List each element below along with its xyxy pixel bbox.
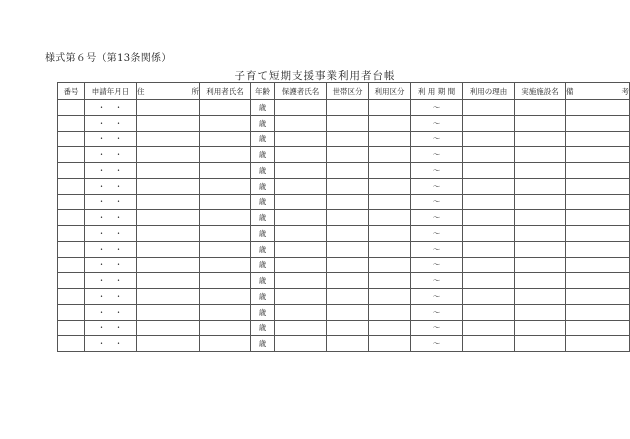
cell-usage-period: 〜 [411,178,463,194]
cell-facility-name [515,178,566,194]
cell-usage-reason [463,289,515,305]
table-row [58,210,630,226]
table-row [58,131,630,147]
cell-user-name [200,163,251,179]
cell-guardian-name [275,336,327,352]
cell-usage-period: 〜 [411,336,463,352]
cell-facility-name [515,257,566,273]
table-header-row [58,83,630,100]
cell-facility-name [515,241,566,257]
cell-address [137,178,200,194]
cell-application-date: ・ ・ [85,115,137,131]
cell-number [58,163,85,179]
cell-guardian-name [275,131,327,147]
cell-remarks [566,100,630,116]
cell-age: 歳 [251,178,275,194]
cell-household-category [327,336,369,352]
form-number-label: 様式第６号（第13条関係） [45,53,172,64]
cell-number [58,226,85,242]
cell-usage-reason [463,304,515,320]
cell-guardian-name [275,178,327,194]
cell-usage-category [369,289,411,305]
cell-household-category [327,210,369,226]
cell-usage-period: 〜 [411,289,463,305]
cell-guardian-name [275,147,327,163]
cell-usage-category [369,115,411,131]
cell-guardian-name [275,273,327,289]
cell-address [137,320,200,336]
cell-address [137,131,200,147]
cell-user-name [200,226,251,242]
cell-user-name [200,241,251,257]
cell-address [137,289,200,305]
cell-number [58,147,85,163]
header-address: 住 所 [137,83,200,100]
cell-address [137,273,200,289]
cell-usage-category [369,336,411,352]
cell-age: 歳 [251,131,275,147]
cell-facility-name [515,226,566,242]
cell-remarks [566,304,630,320]
cell-remarks [566,115,630,131]
table-row [58,320,630,336]
cell-address [137,115,200,131]
cell-address [137,163,200,179]
cell-facility-name [515,273,566,289]
cell-facility-name [515,336,566,352]
cell-address [137,241,200,257]
cell-remarks [566,194,630,210]
table-body [58,100,630,352]
cell-guardian-name [275,163,327,179]
cell-user-name [200,289,251,305]
cell-address [137,304,200,320]
cell-usage-reason [463,210,515,226]
cell-usage-category [369,273,411,289]
header-user-name: 利用者氏名 [200,83,251,100]
cell-remarks [566,226,630,242]
cell-age: 歳 [251,115,275,131]
table-row [58,178,630,194]
cell-usage-period: 〜 [411,257,463,273]
header-number: 番号 [58,83,85,100]
cell-user-name [200,336,251,352]
cell-facility-name [515,289,566,305]
cell-application-date: ・ ・ [85,131,137,147]
table-row [58,257,630,273]
header-guardian-name: 保護者氏名 [275,83,327,100]
cell-usage-period: 〜 [411,241,463,257]
cell-number [58,210,85,226]
header-application-date: 申請年月日 [85,83,137,100]
table-row [58,226,630,242]
cell-age: 歳 [251,336,275,352]
cell-user-name [200,178,251,194]
table-row [58,115,630,131]
header-household-category: 世帯区分 [327,83,369,100]
cell-usage-category [369,147,411,163]
cell-age: 歳 [251,210,275,226]
cell-age: 歳 [251,289,275,305]
cell-usage-category [369,304,411,320]
cell-usage-period: 〜 [411,147,463,163]
cell-user-name [200,257,251,273]
cell-user-name [200,273,251,289]
cell-number [58,273,85,289]
cell-application-date: ・ ・ [85,241,137,257]
cell-user-name [200,210,251,226]
cell-remarks [566,289,630,305]
cell-guardian-name [275,304,327,320]
cell-household-category [327,241,369,257]
cell-usage-reason [463,336,515,352]
cell-user-name [200,194,251,210]
header-age: 年齢 [251,83,275,100]
cell-facility-name [515,131,566,147]
cell-guardian-name [275,320,327,336]
cell-usage-category [369,100,411,116]
cell-application-date: ・ ・ [85,257,137,273]
cell-usage-category [369,210,411,226]
cell-age: 歳 [251,320,275,336]
cell-usage-category [369,194,411,210]
cell-remarks [566,320,630,336]
cell-remarks [566,131,630,147]
cell-household-category [327,147,369,163]
cell-application-date: ・ ・ [85,304,137,320]
cell-usage-category [369,226,411,242]
cell-usage-reason [463,257,515,273]
cell-number [58,304,85,320]
cell-application-date: ・ ・ [85,289,137,305]
cell-remarks [566,178,630,194]
table-row [58,241,630,257]
cell-remarks [566,147,630,163]
cell-usage-reason [463,178,515,194]
cell-guardian-name [275,210,327,226]
table-row [58,304,630,320]
cell-household-category [327,100,369,116]
cell-address [137,194,200,210]
cell-application-date: ・ ・ [85,194,137,210]
cell-usage-category [369,257,411,273]
cell-usage-category [369,178,411,194]
cell-household-category [327,273,369,289]
cell-age: 歳 [251,147,275,163]
header-remarks: 備 考 [566,83,630,100]
cell-age: 歳 [251,226,275,242]
table-row [58,100,630,116]
cell-household-category [327,194,369,210]
user-register-table [57,82,630,352]
cell-usage-reason [463,131,515,147]
cell-number [58,178,85,194]
cell-guardian-name [275,289,327,305]
cell-household-category [327,257,369,273]
cell-usage-category [369,131,411,147]
table-row [58,163,630,179]
cell-user-name [200,147,251,163]
cell-facility-name [515,115,566,131]
cell-usage-reason [463,163,515,179]
cell-user-name [200,131,251,147]
cell-usage-reason [463,194,515,210]
cell-usage-reason [463,226,515,242]
table-row [58,289,630,305]
cell-guardian-name [275,241,327,257]
cell-facility-name [515,100,566,116]
cell-age: 歳 [251,163,275,179]
cell-number [58,131,85,147]
cell-facility-name [515,147,566,163]
cell-facility-name [515,163,566,179]
cell-age: 歳 [251,194,275,210]
cell-household-category [327,304,369,320]
cell-facility-name [515,304,566,320]
cell-user-name [200,115,251,131]
cell-application-date: ・ ・ [85,320,137,336]
cell-address [137,226,200,242]
cell-usage-period: 〜 [411,100,463,116]
cell-usage-reason [463,100,515,116]
cell-usage-reason [463,241,515,257]
cell-guardian-name [275,226,327,242]
cell-household-category [327,131,369,147]
cell-number [58,194,85,210]
cell-facility-name [515,320,566,336]
cell-facility-name [515,210,566,226]
cell-remarks [566,257,630,273]
table-row [58,273,630,289]
header-facility-name: 実施施設名 [515,83,566,100]
cell-number [58,257,85,273]
cell-usage-period: 〜 [411,163,463,179]
cell-usage-reason [463,273,515,289]
cell-user-name [200,320,251,336]
table-row [58,147,630,163]
cell-remarks [566,210,630,226]
cell-age: 歳 [251,273,275,289]
cell-application-date: ・ ・ [85,226,137,242]
cell-usage-period: 〜 [411,115,463,131]
document-title: 子育て短期支援事業利用者台帳 [234,70,396,82]
cell-usage-category [369,163,411,179]
cell-guardian-name [275,100,327,116]
cell-usage-period: 〜 [411,304,463,320]
header-usage-category: 利用区分 [369,83,411,100]
cell-number [58,336,85,352]
cell-number [58,100,85,116]
cell-household-category [327,115,369,131]
cell-remarks [566,163,630,179]
cell-usage-category [369,320,411,336]
cell-usage-reason [463,115,515,131]
cell-household-category [327,178,369,194]
cell-application-date: ・ ・ [85,147,137,163]
cell-application-date: ・ ・ [85,100,137,116]
cell-usage-period: 〜 [411,273,463,289]
cell-age: 歳 [251,100,275,116]
cell-application-date: ・ ・ [85,178,137,194]
cell-number [58,289,85,305]
cell-address [137,147,200,163]
cell-application-date: ・ ・ [85,336,137,352]
cell-number [58,115,85,131]
cell-guardian-name [275,115,327,131]
cell-age: 歳 [251,241,275,257]
cell-application-date: ・ ・ [85,210,137,226]
cell-household-category [327,320,369,336]
header-usage-reason: 利用の理由 [463,83,515,100]
cell-usage-reason [463,147,515,163]
header-usage-period: 利 用 期 間 [411,83,463,100]
cell-usage-period: 〜 [411,194,463,210]
cell-age: 歳 [251,304,275,320]
cell-household-category [327,289,369,305]
cell-remarks [566,273,630,289]
cell-remarks [566,241,630,257]
cell-address [137,100,200,116]
cell-usage-reason [463,320,515,336]
cell-usage-category [369,241,411,257]
cell-usage-period: 〜 [411,320,463,336]
cell-facility-name [515,194,566,210]
cell-address [137,336,200,352]
cell-age: 歳 [251,257,275,273]
cell-address [137,257,200,273]
cell-application-date: ・ ・ [85,163,137,179]
table-row [58,336,630,352]
cell-usage-period: 〜 [411,131,463,147]
cell-application-date: ・ ・ [85,273,137,289]
cell-guardian-name [275,194,327,210]
cell-usage-period: 〜 [411,226,463,242]
cell-household-category [327,163,369,179]
table-row [58,194,630,210]
cell-usage-period: 〜 [411,210,463,226]
cell-remarks [566,336,630,352]
cell-user-name [200,100,251,116]
cell-number [58,320,85,336]
cell-user-name [200,304,251,320]
cell-address [137,210,200,226]
cell-number [58,241,85,257]
cell-household-category [327,226,369,242]
cell-guardian-name [275,257,327,273]
